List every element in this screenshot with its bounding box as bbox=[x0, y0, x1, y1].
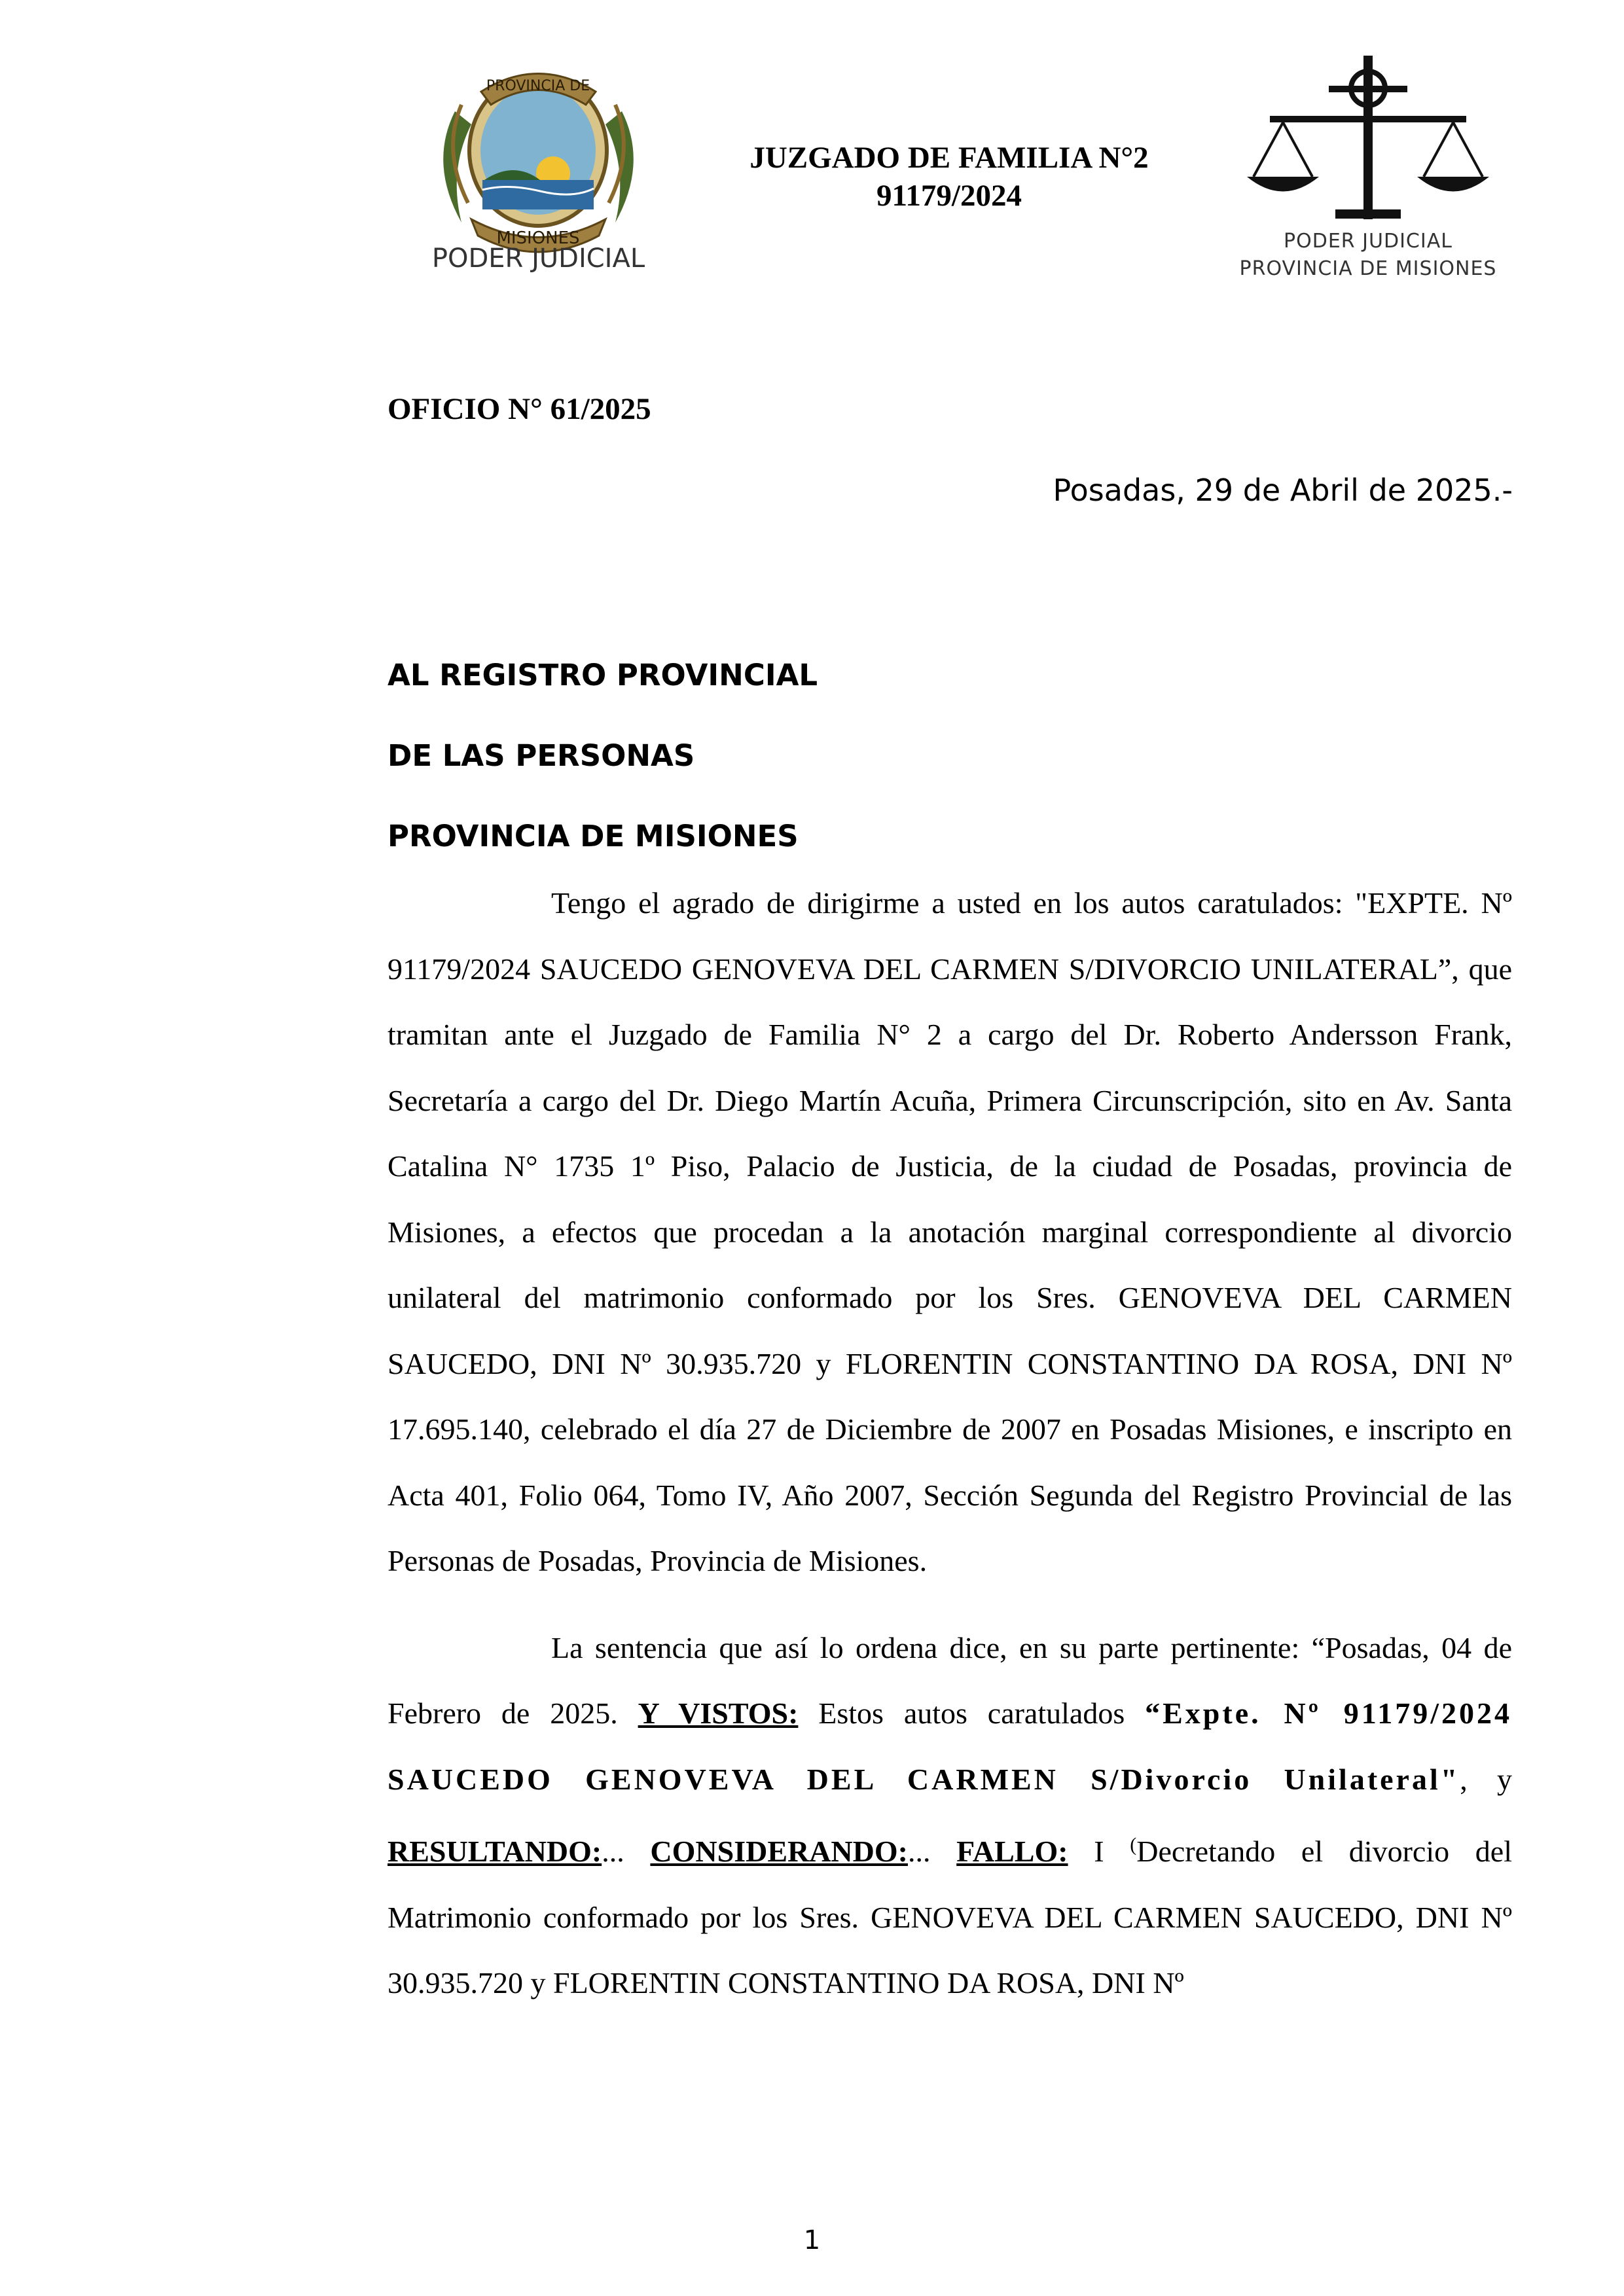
ellipsis-2: ... bbox=[907, 1835, 957, 1868]
case-number: 91179/2024 bbox=[876, 179, 1022, 213]
considerando-label: CONSIDERANDO: bbox=[650, 1835, 908, 1868]
resultando-label: RESULTANDO: bbox=[388, 1835, 602, 1868]
roman-numeral: I bbox=[1068, 1835, 1130, 1868]
oficio-number: OFICIO N° 61/2025 bbox=[388, 392, 651, 426]
y-vistos-label: Y VISTOS: bbox=[638, 1696, 799, 1730]
right-logo-caption-line2: PROVINCIA DE MISIONES bbox=[1239, 257, 1497, 280]
after-vistos-text: Estos autos caratulados bbox=[798, 1696, 1146, 1730]
after-case-text: , y bbox=[1460, 1762, 1513, 1796]
court-title bbox=[655, 139, 1244, 215]
right-logo-caption-line1: PODER JUDICIAL bbox=[1284, 230, 1453, 253]
date-line: Posadas, 29 de Abril de 2025.- bbox=[1053, 473, 1513, 508]
superscript-paren: ( bbox=[1130, 1834, 1137, 1856]
addressee-line-3: PROVINCIA DE MISIONES bbox=[388, 819, 799, 853]
addressee-line-1: AL REGISTRO PROVINCIAL bbox=[388, 658, 818, 692]
left-logo-caption: PODER JUDICIAL bbox=[431, 243, 645, 274]
fallo-label: FALLO: bbox=[956, 1835, 1068, 1868]
ellipsis-1: ... bbox=[602, 1835, 651, 1868]
sentence-intro: La sentencia que así lo ordena dice, en su parte pertinente: “Posadas, 04 de Febrero de 2025. bbox=[388, 1630, 1512, 1730]
seal-ribbon-text: PROVINCIA DE bbox=[486, 78, 590, 94]
addressee-line-2: DE LAS PERSONAS bbox=[388, 738, 695, 773]
svg-text:MISIONES: MISIONES bbox=[496, 228, 580, 248]
court-name: JUZGADO DE FAMILIA N°2 bbox=[749, 141, 1149, 175]
case-title-bold: “Expte. Nº 91179/2024 SAUCEDO GENOVEVA DEL CARMEN S/Divorcio Unilateral" bbox=[388, 1696, 1512, 1796]
right-logo-caption bbox=[1231, 228, 1506, 283]
letter-body bbox=[388, 870, 1512, 2017]
addressee-block bbox=[388, 635, 818, 876]
body-paragraph-1: Tengo el agrado de dirigirme a usted en los autos caratulados: "EXPTE. Nº 91179/2024 SAUCEDO GENOVEVA DEL CARMEN S/DIVORCIO UNILATERAL”, que tramitan ante el Juzgado de Familia N° 2 a cargo del Dr. Roberto Andersson Frank, Secretaría a cargo del Dr. Diego Martín Acuña, Primera Circunscripción, sito en Av. Santa Catalina N° 1735 1º Piso, Palacio de Justicia, de la ciudad de Posadas, provincia de Misiones, a efectos que procedan a la anotación marginal correspondiente al divorcio unilateral del matrimonio conformado por los Sres. GENOVEVA DEL CARMEN SAUCEDO, DNI Nº 30.935.720 y FLORENTIN CONSTANTINO DA ROSA, DNI Nº 17.695.140, celebrado el día 27 de Diciembre de 2007 en Posadas Misiones, e inscripto en Acta 401, Folio 064, Tomo IV, Año 2007, Sección Segunda del Registro Provincial de las Personas de Posadas, Provincia de Misiones. bbox=[388, 886, 1512, 1577]
body-paragraph-2 bbox=[388, 1615, 1512, 2017]
page-number: 1 bbox=[803, 2225, 821, 2255]
decree-text: Decretando el divorcio del Matrimonio conformado por los Sres. GENOVEVA DEL CARMEN SAUCEDO, DNI Nº 30.935.720 y FLORENTIN CONSTANTINO DA ROSA, DNI Nº bbox=[388, 1835, 1512, 2000]
